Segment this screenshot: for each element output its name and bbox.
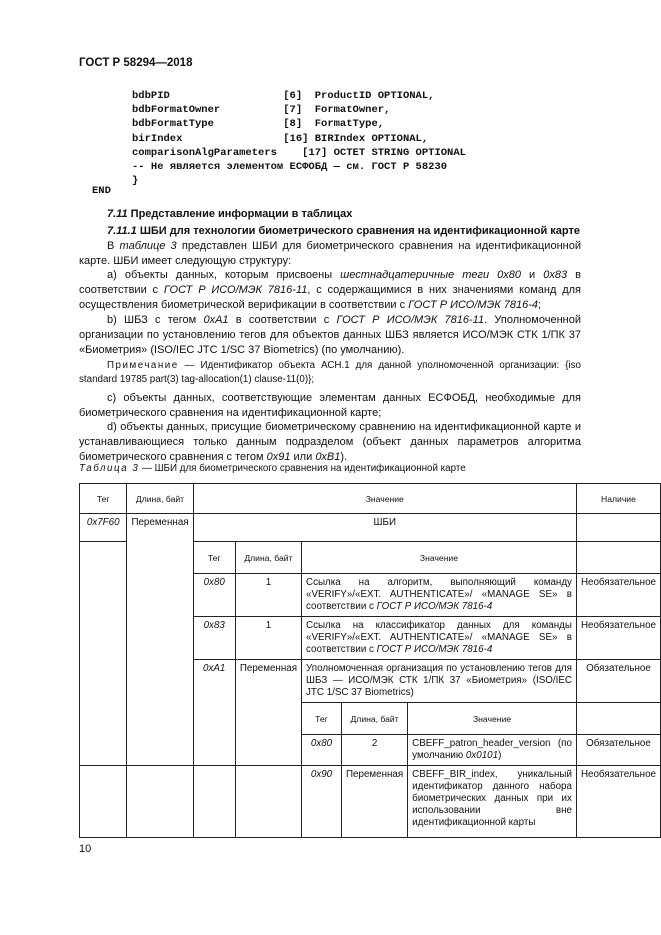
text-run: в соответствии с [79, 269, 581, 296]
cell-empty [576, 542, 660, 574]
standard-reference: ГОСТ Р ИСО/МЭК 7816-11 [163, 283, 308, 296]
note [79, 359, 581, 386]
standard-reference: ГОСТ Р ИСО/МЭК 7816-11 [336, 314, 485, 326]
standard-reference: ГОСТ Р ИСО/МЭК 7816-4 [376, 601, 493, 612]
paragraph-item-b [79, 313, 581, 357]
cell-empty [235, 766, 301, 838]
cell-presence [576, 514, 660, 542]
table-reference: таблице 3 [119, 240, 177, 252]
paragraph-item-c: с) объекты данных, соответствующие элементам данных ЕСФОБД, необходимые для биометрического сравнения на идентификационной карте; [79, 392, 581, 419]
cell-length: 1 [235, 574, 301, 617]
cell-tag [193, 617, 235, 660]
subheader-tag: Тег [193, 542, 235, 574]
cell-empty [127, 766, 193, 838]
tag-value: 0x80 [203, 577, 225, 588]
table-row [80, 766, 661, 838]
cell-presence: Обязательное [576, 660, 660, 703]
text-run: представлен ШБИ для биометрического сравнения на идентификационной карте. ШБИ имеет следующую структуру: [79, 240, 581, 267]
italic-run: 0xB1 [315, 450, 341, 463]
paragraph-item-a [79, 268, 581, 312]
text-run: ; [538, 298, 542, 311]
cell-empty [193, 766, 235, 838]
cell-length: Переменная [235, 660, 301, 766]
tag-value: 0x7F60 [86, 517, 120, 528]
section-title [107, 208, 352, 220]
italic-run: 0x91 [266, 450, 291, 463]
subheader-length: Длина, байт [342, 703, 408, 735]
italic-run: 0x83 [543, 269, 568, 281]
subsection-title [107, 225, 580, 237]
subsection-title-text: ШБИ для технологии биометрического сравнения на идентификационной карте [139, 225, 580, 237]
text-run: или [290, 450, 316, 463]
cell-length: 1 [235, 617, 301, 660]
cell-presence: Необязательное [576, 766, 660, 838]
page-number: 10 [79, 843, 92, 855]
tag-value: 0x90 [310, 769, 333, 780]
code-line: comparisonAlgParameters [17] OCTET STRING OPTIONAL [132, 146, 466, 159]
tag-value: 0x80 [310, 738, 333, 749]
cell-presence: Обязательное [576, 735, 660, 766]
code-line: -- Не является элементом ЕСФОБД — см. ГОСТ Р 58230 [132, 161, 448, 173]
text-run: CBEFF_patron_header_version (по умолчанию [412, 738, 572, 761]
table-3 [79, 483, 661, 838]
cell-length: Переменная [127, 514, 193, 766]
cell-presence: Необязательное [576, 617, 660, 660]
cell-tag [193, 574, 235, 617]
italic-run: шестнадцатеричные теги 0x80 [340, 269, 521, 281]
cell-tag [193, 660, 235, 766]
text-run: В [107, 240, 120, 252]
cell-value: ШБИ [193, 514, 576, 542]
code-line: } [132, 175, 139, 188]
cell-tag [302, 735, 342, 766]
text-run: Ссылка на алгоритм, выполняющий команду «VERIFY»/«EXT. AUTHENTICATE»/ «MANAGE SE» в соответствии с [306, 577, 572, 612]
cell-value [302, 617, 577, 660]
code-line: birIndex [16] BIRIndex OPTIONAL, [132, 132, 429, 145]
table-header-row [80, 484, 661, 514]
cell-length: 2 [342, 735, 408, 766]
cell-value [408, 735, 577, 766]
paragraph-intro [79, 239, 581, 269]
code-line: bdbFormatType [8] FormatType, [132, 118, 385, 131]
paragraph-item-d [79, 420, 581, 464]
text-run: и [520, 269, 544, 281]
table-caption [79, 463, 466, 474]
document-header: ГОСТ Р 58294—2018 [79, 57, 193, 69]
cell-value: Уполномоченная организация по установлению тегов для ШБЗ — ИСО/МЭК СТК 1/ПК 37 «Биометрия» (ISO/IEC JTC 1/SC 37 Biometrics) [302, 660, 577, 703]
text-run: . Уполномоченной организации по установлению тегов для объектов данных ШБЗ является ИСО/МЭК СТК 1/ПК 37 «Биометрия» (ISO/IEC JTC 1/SC 37 Biometrics) (по умолчанию). [79, 314, 582, 356]
subheader-tag: Тег [302, 703, 342, 735]
standard-reference: ГОСТ Р ИСО/МЭК 7816-4 [376, 644, 493, 655]
text-run: а) объекты данных, которым присвоены [107, 269, 341, 281]
cell-value [302, 574, 577, 617]
text-run: ). [340, 450, 348, 463]
table-caption-text: — ШБИ для биометрического сравнения на идентификационной карте [139, 463, 466, 474]
section-number: 7.11 [107, 208, 128, 220]
header-presence: Наличие [576, 484, 660, 514]
subheader-value: Значение [302, 542, 577, 574]
italic-run: 0xA1 [203, 314, 229, 326]
note-label: Примечание [107, 360, 179, 371]
cell-empty [80, 542, 127, 766]
cell-length: Переменная [342, 766, 408, 838]
text-run: , с содержащимися в них значениями команд для осуществления биометрической верификации в соответствии с [79, 283, 581, 311]
code-end: END [92, 185, 111, 197]
text-run: d) объекты данных, присущие биометрическому сравнению на идентификационной карте и устанавливающиеся только данным подразделом (объект данных параметров алгоритма биометрического сравнения с тегом [79, 421, 581, 463]
header-tag: Тег [80, 484, 127, 514]
text-run: b) ШБЗ с тегом [107, 314, 204, 326]
standard-reference: ГОСТ Р ИСО/МЭК 7816-4 [408, 298, 538, 311]
header-length: Длина, байт [127, 484, 193, 514]
header-value: Значение [193, 484, 576, 514]
cell-empty [80, 766, 127, 838]
code-line: bdbPID [6] ProductID OPTIONAL, [132, 90, 435, 102]
italic-run: 0x0101 [465, 750, 499, 761]
cell-presence: Необязательное [576, 574, 660, 617]
asn1-code-block [132, 89, 552, 189]
text-run: ) [498, 750, 502, 761]
tag-value: 0x83 [203, 620, 225, 631]
table-caption-label: Таблица 3 [79, 463, 140, 474]
text-run: Ссылка на классификатор данных для команды «VERIFY»/«EXT. AUTHENTICATE»/ «MANAGE SE» в соответствии с [306, 620, 572, 655]
note-text: — Идентификатор объекта АСН.1 для данной уполномоченной организации: {iso standard 19785 part(3) tag-allocation(1) clause-11(0)}; [79, 360, 581, 385]
cell-empty [576, 703, 660, 735]
tag-value: 0xA1 [203, 663, 226, 674]
cell-tag [80, 514, 127, 542]
code-line: bdbFormatOwner [7] FormatOwner, [132, 104, 391, 117]
subheader-length: Длина, байт [235, 542, 301, 574]
text-run: в соответствии с [228, 314, 337, 326]
section-title-text: Представление информации в таблицах [130, 208, 353, 220]
subheader-value: Значение [408, 703, 577, 735]
cell-tag [302, 766, 342, 838]
cell-value: CBEFF_BIR_index, уникальный идентификатор данного набора биометрических данных при их использовании вне идентификационной карты [408, 766, 577, 838]
subsection-number: 7.11.1 [107, 225, 137, 237]
table-row [80, 514, 661, 542]
